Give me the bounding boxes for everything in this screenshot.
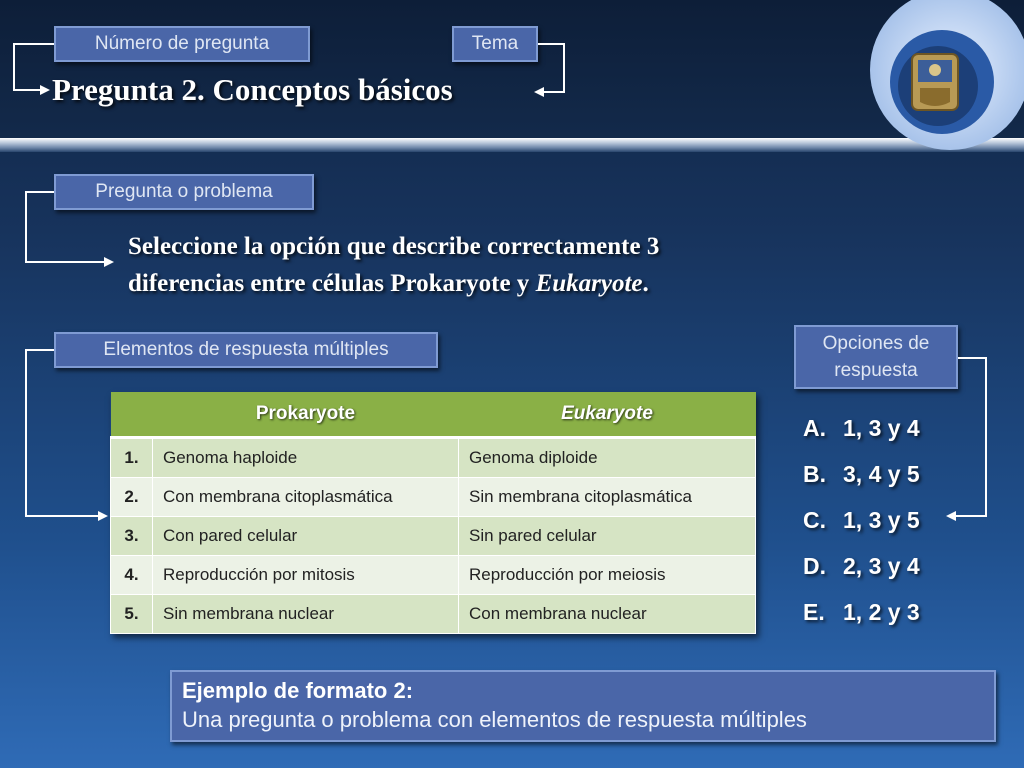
table-row [111,595,756,634]
question-line-2 [128,265,898,302]
answer-options-list [803,405,920,635]
option-text: 1, 2 y 3 [843,599,920,625]
question-line-1: Seleccione la opción que describe correctamente 3 [128,233,660,260]
eukaryote-cell: Reproducción por meiosis [459,556,756,595]
pregunta-problema-tag: Pregunta o problema [54,174,314,210]
answer-option-b [803,451,920,497]
question-bracket [0,160,140,280]
answer-option-e [803,589,920,635]
option-letter: D. [803,553,826,579]
option-letter: A. [803,415,826,441]
eukaryote-cell: Sin pared celular [459,517,756,556]
question-line-2-end: . [642,270,649,297]
option-letter: E. [803,599,825,625]
opciones-tag-line-1: Opciones de [822,333,930,354]
table-header-prokaryote: Prokaryote [153,392,459,438]
answer-option-d [803,543,920,589]
option-text: 3, 4 y 5 [843,461,920,487]
tema-tag: Tema [452,26,538,62]
question-text [128,228,898,302]
table-header-row [111,392,756,438]
eukaryote-cell: Con membrana nuclear [459,595,756,634]
prokaryote-cell: Reproducción por mitosis [153,556,459,595]
page-title: Pregunta 2. Conceptos básicos [52,72,453,107]
option-text: 1, 3 y 4 [843,415,920,441]
table-header-eukaryote: Eukaryote [459,392,756,438]
table-header-num [111,392,153,438]
prokaryote-cell: Con membrana citoplasmática [153,478,459,517]
comparison-table [110,392,756,634]
elements-bracket [0,340,120,530]
row-number: 4. [111,556,153,595]
option-text: 1, 3 y 5 [843,507,920,533]
row-number: 2. [111,478,153,517]
example-title: Ejemplo de formato 2: [182,678,414,703]
answer-option-a [803,405,920,451]
prokaryote-cell: Sin membrana nuclear [153,595,459,634]
eukaryote-cell: Genoma diploide [459,438,756,478]
eukaryote-cell: Sin membrana citoplasmática [459,478,756,517]
opciones-tag-line-2: respuesta [834,360,918,381]
question-line-2-text: diferencias entre células Prokaryote y [128,270,536,297]
table-row [111,478,756,517]
options-bracket [930,340,1024,540]
table-row [111,438,756,478]
option-letter: C. [803,507,826,533]
numero-pregunta-tag: Número de pregunta [54,26,310,62]
prokaryote-cell: Genoma haploide [153,438,459,478]
answer-option-c [803,497,920,543]
elementos-respuesta-tag: Elementos de respuesta múltiples [54,332,438,368]
example-subtitle: Una pregunta o problema con elementos de respuesta múltiples [182,707,807,732]
prokaryote-cell: Con pared celular [153,517,459,556]
question-line-2-italic: Eukaryote [535,270,643,297]
option-text: 2, 3 y 4 [843,553,920,579]
example-format-box [170,670,996,742]
table-row [111,556,756,595]
option-letter: B. [803,461,826,487]
row-number: 5. [111,595,153,634]
row-number: 3. [111,517,153,556]
table-row [111,517,756,556]
row-number: 1. [111,438,153,478]
